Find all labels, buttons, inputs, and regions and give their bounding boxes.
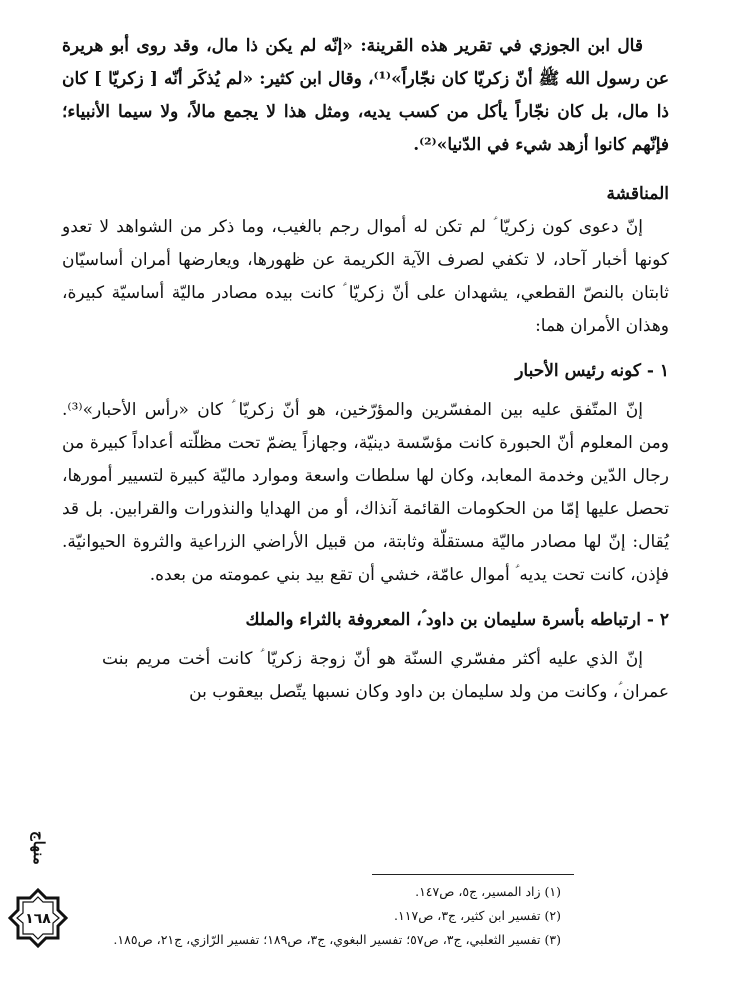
page-number-badge	[8, 888, 68, 948]
footnote-3: (٣) تفسير الثعلبي، ج٣، ص٥٧؛ تفسير البغوي، ج٣، ص١٨٩؛ تفسير الرّازي، ج٢١، ص١٨٥.	[113, 932, 561, 947]
side-mark: منهاج	[30, 831, 48, 865]
paragraph-section-1: إنّ المتّفق عليه بين المفسّرين والمؤرّخين، هو أنّ زكريّا ؑ كان «رأس الأحبار»⁽³⁾. ومن المعلوم أنّ الحبورة كانت مؤسّسة دينيّة، وجهازاً يضمّ تحت مظلّته أعداداً كبيرة من رجال الدّين وخدمة المعابد، وكان لها سلطات واسعة وموارد ماليّة كبيرة لتسيير أمورها، تحصل عليها إمّا من الحكومات القائمة آنذاك، أو من الهدايا والنذورات والقرابين. بل قد يُقال: إنّ لها مصادر ماليّة مستقلّة وثابتة، من قبيل الأراضي الزراعية والثروة الحيوانيّة. فإذن، كانت تحت يديه ؑ أموال عامّة، خشي أن تقع بيد بني عمومته من بعده.	[62, 400, 669, 585]
footnote-2: (٢) تفسير ابن كثير، ج٣، ص١١٧.	[394, 908, 561, 923]
paragraph-section-2: إنّ الذي عليه أكثر مفسّري السنّة هو أنّ زوجة زكريّا ؑ كانت أخت مريم بنت عمران ؑ، وكانت من ولد سليمان بن داود وكان نسبها يتّصل بيعقوب بن	[102, 649, 669, 702]
paragraph-quote: قال ابن الجوزي في تقرير هذه القرينة: «إنّه لم يكن ذا مال، وقد روى أبو هريرة عن رسول الله ﷺ أنّ زكريّا كان نجّاراً»⁽¹⁾، وقال ابن كثير: «لم يُذكَر أنّه [ زكريّا ] كان ذا مال، بل كان نجّاراً يأكل من كسب يديه، ومثل هذا لا يجمع مالاً، ولا سيما الأنبياء؛ فإنّهم كانوا أزهد شيء في الدّنيا»⁽²⁾.	[62, 36, 669, 155]
heading-section-1: ١ - كونه رئيس الأحبار	[515, 361, 669, 381]
footnote-1: (١) زاد المسير، ج٥، ص١٤٧.	[415, 884, 561, 899]
heading-discussion: المناقشة	[606, 184, 669, 204]
footnotes	[20, 880, 561, 952]
page-number: ١٦٨	[25, 911, 51, 927]
main-text	[62, 30, 669, 709]
heading-section-2: ٢ - ارتباطه بأسرة سليمان بن داود ؑ، المعروفة بالثراء والملك	[245, 610, 669, 630]
paragraph-discussion: إنّ دعوى كون زكريّا ؑ لم تكن له أموال رجم بالغيب، وما ذكر من الشواهد لا تعدو كونها أخبار آحاد، لا تكفي لصرف الآية الكريمة عن ظهورها، ويعارضها أمران أساسيّان ثابتان بالنصّ القطعي، يشهدان على أنّ زكريّا ؑ كانت بيده مصادر ماليّة أساسيّة كبيرة، وهذان الأمران هما:	[62, 217, 669, 336]
footnote-divider	[372, 874, 574, 875]
